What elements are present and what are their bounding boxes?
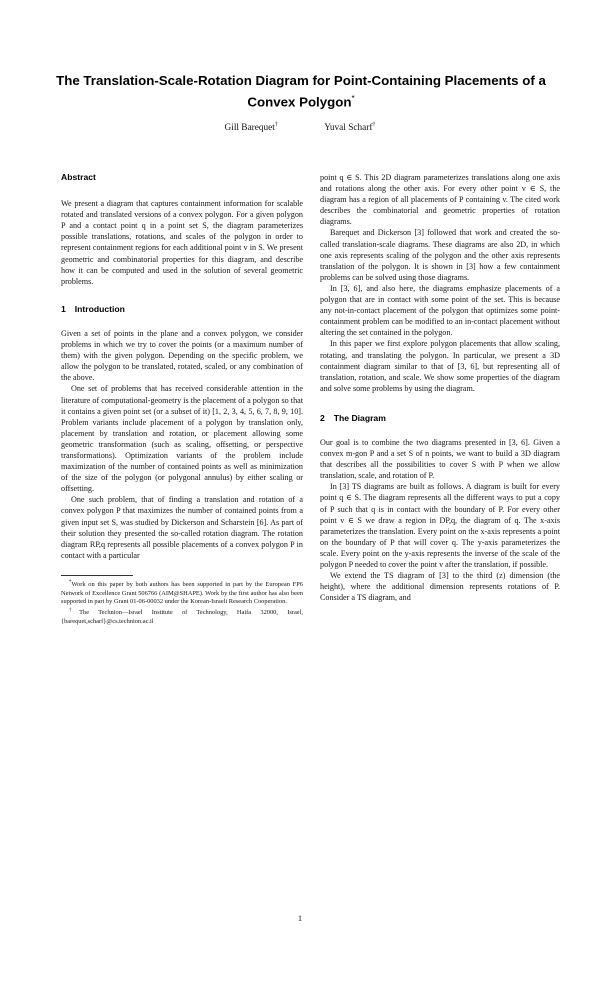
paragraph: In this paper we first explore polygon placements that allow scaling, rotating, and translating the polygon. In particular, we present a 3D containment diagram similar to that of [3, 6], but representing all of translation, rotation, and scale. We show some properties of the diagram and solve some problems by using the diagram. [320, 339, 560, 393]
paragraph: point q ∈ S. This 2D diagram parameterizes translations along one axis and rotations along the other axis. For every other point v ∈ S, the diagram has a region of all placements of P containing v. The cited work describes the combinatorial and geometric properties of rotation diagrams. [320, 173, 560, 227]
paragraph: In [3] TS diagrams are built as follows. A diagram is built for every point q ∈ S. The diagram represents all the different ways to put a copy of P such that q is in contact with the boundary of P. For every other point v ∈ S we draw a region in DP,q, the diagram of q. The x-axis parameterizes the translation. Every point on the x-axis represents a point on the boundary of P that will cover q. The y-axis parameterizes the scale. Every point on the y-axis represents the inverse of the scale of the polygon P needed to cover the point v after the translation, if possible. [320, 482, 560, 569]
right-column [320, 172, 560, 603]
left-column [61, 172, 303, 626]
footnotes [61, 579, 303, 626]
paragraph: In [3, 6], and also here, the diagrams emphasize placements of a polygon that are in contact with some point of the set. This is because any not-in-contact placement of the polygon that optimizes some point-containment problem can be modified to an in-contact placement without altering the set contained in the polygon. [320, 283, 560, 338]
page-number: 1 [297, 913, 303, 923]
section-heading-the-diagram: 2 The Diagram [320, 412, 386, 423]
abstract-text: We present a diagram that captures containment information for scalable rotated and translated versions of a convex polygon. For a given polygon P and a contact point q in a point set S, the diagram parameterizes possible translations, rotations, and scales of the polygon in order to represent containment regions for each additional point v in S. We present geometric and combinatorial properties for this diagram, and describe how it can be computed and used in the solution of several geometric problems. [61, 199, 303, 286]
author: Gill Barequet† [224, 122, 278, 134]
footnote: *Work on this paper by both authors has been supported in part by the European FP6 Network of Excellence Grant 506766 (AIM@SHAPE). Work by the first author has also been supported in part by Grant 01-06-00032 under the Korean-Israeli Research Cooperation. [61, 579, 303, 606]
paragraph: Barequet and Dickerson [3] followed that work and created the so-called translation-scale diagrams. These diagrams are also 2D, in which one axis represents scaling of the polygon and the other axis represents translation of the polygon. It is shown in [3] how a few containment problems can be solved using those diagrams. [320, 228, 560, 282]
title-footnote-mark: * [351, 94, 355, 103]
author-list [0, 122, 600, 133]
paragraph: Given a set of points in the plane and a convex polygon, we consider problems in which we try to cover the points (or a maximum number of them) with the given polygon. Depending on the specific problem, we allow the polygon to be translated, rotated, scaled, or any combination of the above. [61, 328, 303, 383]
paragraph: One set of problems that has received considerable attention in the literature of computational-geometry is the placement of a polygon so that it contains a given point set (or a subset of it) [1, 2, 3, 4, 5, 6, 7, 8, 9, 10]. Problem variants include placement of a polygon by translation only, placement by translation and rotation, or placement allowing some geometric transformation (such as scaling, offsetting, or perspective transformations). Optimization variants of the problem include maximization of the number of contained points as well as minimization of the size of the polygon (or polygonal annulus) by either scaling or offsetting. [61, 384, 303, 494]
paragraph: Our goal is to combine the two diagrams presented in [3, 6]. Given a convex m-gon P and a set S of n points, we want to build a 3D diagram that describes all the possibilities to cover S with P when we allow translation, scale, and rotation of P. [320, 437, 560, 481]
footnote-rule [61, 575, 133, 576]
paper-title: The Translation-Scale-Rotation Diagram for Point-Containing Placements of a Convex Polygon* [56, 73, 546, 110]
abstract-heading: Abstract [61, 172, 96, 182]
footnote: †The Technion—Israel Institute of Technology, Haifa 32000, Israel, {barequet,scharf}@cs.technion.ac.il [61, 607, 303, 625]
section-heading-introduction: 1 Introduction [61, 303, 125, 314]
paragraph: We extend the TS diagram of [3] to the third (z) dimension (the height), where the additional dimension represents rotations of P. Consider a TS diagram, and [320, 571, 560, 603]
paragraph: One such problem, that of finding a translation and rotation of a convex polygon P that maximizes the number of contained points from a given input set S, was studied by Dickerson and Scharstein [6]. As part of their solution they presented the so-called rotation diagram. The rotation diagram RP,q represents all possible placements of a convex polygon P in contact with a particular [61, 495, 303, 560]
author: Yuval Scharf† [324, 122, 376, 134]
